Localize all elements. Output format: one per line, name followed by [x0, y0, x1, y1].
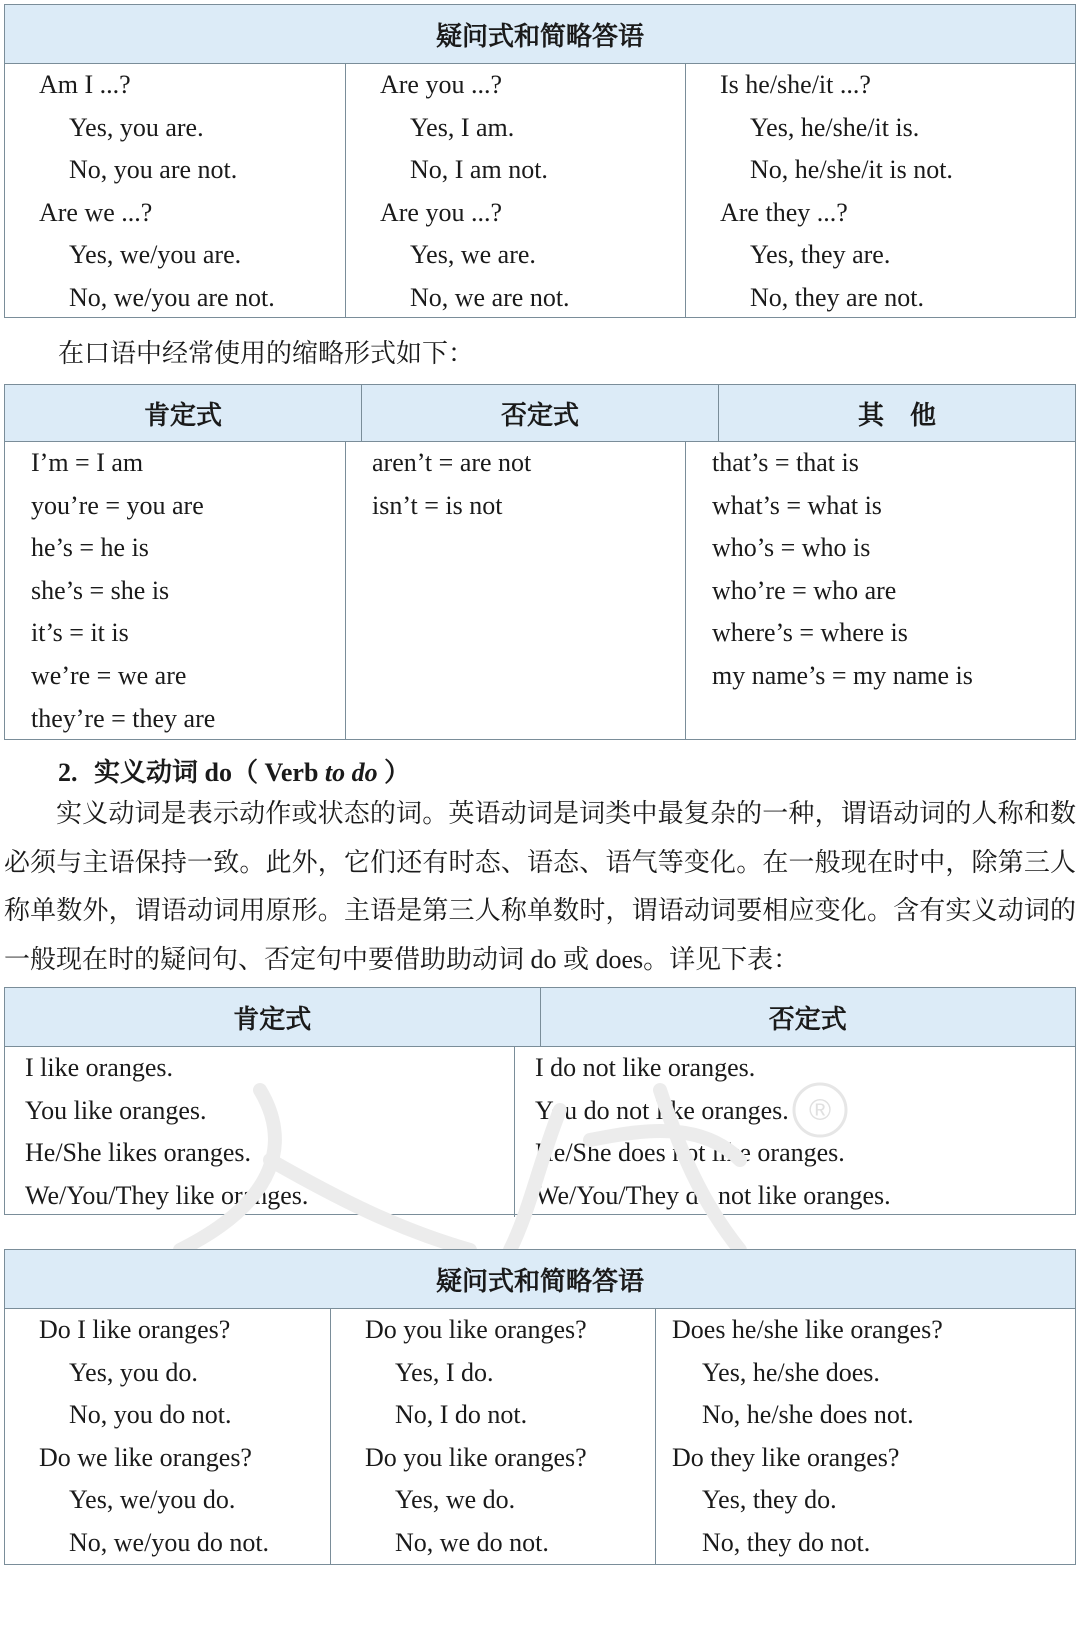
table-cell-line: Yes, they do. — [702, 1485, 837, 1514]
table-cell-line: Do we like oranges? — [39, 1442, 252, 1472]
table-cell-line: I’m = I am — [31, 448, 144, 477]
header-negative: 否定式 — [361, 385, 718, 441]
section-heading — [58, 752, 410, 789]
table-header — [5, 1250, 1075, 1309]
table-header-label: 疑问式和简略答语 — [435, 1266, 644, 1296]
table-cell-line: Do you like oranges? — [365, 1442, 587, 1472]
table-cell-line: No, you are not. — [69, 155, 238, 184]
table-cell-line: who’s = who is — [712, 533, 871, 563]
table-cell-line: I like oranges. — [25, 1053, 174, 1082]
table-cell-line: isn’t = is not — [372, 490, 503, 520]
table-cell-line: No, he/she/it is not. — [750, 155, 953, 184]
table-column — [345, 64, 685, 318]
table-column — [5, 442, 345, 740]
table-cell-line: she’s = she is — [31, 575, 170, 605]
table-cell-line: Yes, we are. — [410, 240, 536, 269]
contraction-intro: 在口语中经常使用的缩略形式如下： — [58, 339, 475, 368]
table-body — [5, 64, 1075, 318]
table-cell-line: You like oranges. — [25, 1095, 207, 1125]
table-column — [330, 1309, 655, 1565]
header-other: 其 他 — [718, 385, 1075, 441]
registered-mark: ® — [808, 1094, 832, 1127]
section-title-open: （ Verb — [231, 758, 325, 787]
table-cell-line: Are we ...? — [39, 197, 153, 227]
table-cell-line: Yes, we do. — [395, 1485, 516, 1514]
table-cell-line: No, we are not. — [410, 282, 570, 312]
table-cell-line: No, they are not. — [750, 282, 925, 312]
table-cell-line: He/She likes oranges. — [25, 1138, 252, 1167]
table-cell-line: Do I like oranges? — [39, 1315, 231, 1344]
table-cell-line: you’re = you are — [31, 490, 204, 520]
table-cell-line: Do they like oranges? — [672, 1442, 900, 1472]
table-cell-line: No, we/you do not. — [69, 1527, 270, 1557]
table-cell-line: what’s = what is — [712, 490, 882, 520]
contractions-table — [4, 384, 1076, 740]
table-cell-line: we’re = we are — [31, 660, 187, 690]
table-cell-line: who’re = who are — [712, 575, 897, 605]
table-cell-line: that’s = that is — [712, 448, 859, 477]
table-cell-line: Yes, we/you are. — [69, 240, 242, 269]
table-cell-line: where’s = where is — [712, 618, 908, 648]
table-cell-line: No, we do not. — [395, 1527, 549, 1557]
table-cell-line: We/You/They like oranges. — [25, 1180, 309, 1210]
table-cell-line: Is he/she/it ...? — [720, 70, 871, 99]
table-cell-line: Are you ...? — [380, 70, 503, 99]
table-header — [5, 988, 1075, 1047]
table-cell-line: We/You/They do not like oranges. — [535, 1180, 891, 1210]
table-cell-line: Do you like oranges? — [365, 1315, 587, 1344]
table-cell-line: Yes, I am. — [410, 112, 515, 142]
table-cell-line: I do not like oranges. — [535, 1053, 756, 1082]
table-cell-line: Yes, he/she does. — [702, 1357, 880, 1387]
table-cell-line: Yes, they are. — [750, 240, 891, 269]
table-header-label: 疑问式和简略答语 — [435, 21, 644, 51]
table-cell-line: Yes, you are. — [69, 112, 204, 142]
table-body — [5, 1309, 1075, 1565]
table-cell-line: No, he/she does not. — [702, 1400, 914, 1429]
table-column — [5, 1309, 330, 1565]
table-cell-line: No, you do not. — [69, 1400, 232, 1429]
table-column — [5, 64, 345, 318]
section-number: 2. — [58, 758, 78, 787]
table-cell-line: Are you ...? — [380, 197, 503, 227]
table-cell-line: Am I ...? — [39, 70, 131, 99]
table-cell-line: Are they ...? — [720, 197, 848, 227]
table-cell-line: Yes, you do. — [69, 1357, 198, 1387]
table-cell-line: Does he/she like oranges? — [672, 1315, 943, 1344]
table-cell-line: No, they do not. — [702, 1527, 871, 1557]
table-cell-line: it’s = it is — [31, 618, 129, 648]
header-negative: 否定式 — [540, 988, 1076, 1046]
affirmative-negative-table-do — [4, 987, 1076, 1215]
table-cell-line: Yes, I do. — [395, 1357, 494, 1387]
table-column — [514, 1047, 1074, 1217]
table-body — [5, 442, 1075, 740]
table-cell-line: He/She does not like oranges. — [535, 1138, 845, 1167]
table-cell-line: No, we/you are not. — [69, 282, 275, 312]
table-cell-line: No, I do not. — [395, 1400, 528, 1429]
section-title-italic: to do — [324, 758, 378, 787]
question-answer-table-be — [4, 4, 1076, 318]
table-cell-line: Yes, he/she/it is. — [750, 112, 920, 142]
table-column — [345, 442, 685, 740]
table-cell-line: You do not like oranges. — [535, 1095, 789, 1125]
table-column — [655, 1309, 1074, 1565]
table-cell-line: my name’s = my name is — [712, 660, 973, 690]
header-affirmative: 肯定式 — [143, 400, 222, 430]
section-paragraph: 实义动词是表示动作或状态的词。英语动词是词类中最复杂的一种，谓语动词的人称和数必须与主语保持一致。此外，它们还有时态、语态、语气等变化。在一般现在时中，除第三人称单数外，谓语动词用原形。主语是第三人称单数时，谓语动词要相应变化。含有实义动词的一般现在时的疑问句、否定句中要借助助动词 do 或 does。详见下表： — [4, 799, 1076, 974]
table-cell-line: Yes, we/you do. — [69, 1485, 236, 1514]
table-cell-line: No, I am not. — [410, 155, 548, 184]
table-body — [5, 1047, 1075, 1217]
section-title-close: ） — [377, 758, 411, 787]
table-cell-line: aren’t = are not — [372, 448, 532, 477]
table-column — [5, 1047, 514, 1217]
table-column — [685, 64, 1074, 318]
header-affirmative: 肯定式 — [233, 1004, 312, 1034]
table-header — [5, 385, 1075, 442]
table-cell-line: he’s = he is — [31, 533, 149, 563]
table-cell-line: they’re = they are — [31, 703, 216, 733]
table-column — [685, 442, 1074, 740]
question-answer-table-do — [4, 1249, 1076, 1565]
table-header — [5, 5, 1075, 64]
section-title-cn: 实义动词 do — [94, 758, 232, 787]
